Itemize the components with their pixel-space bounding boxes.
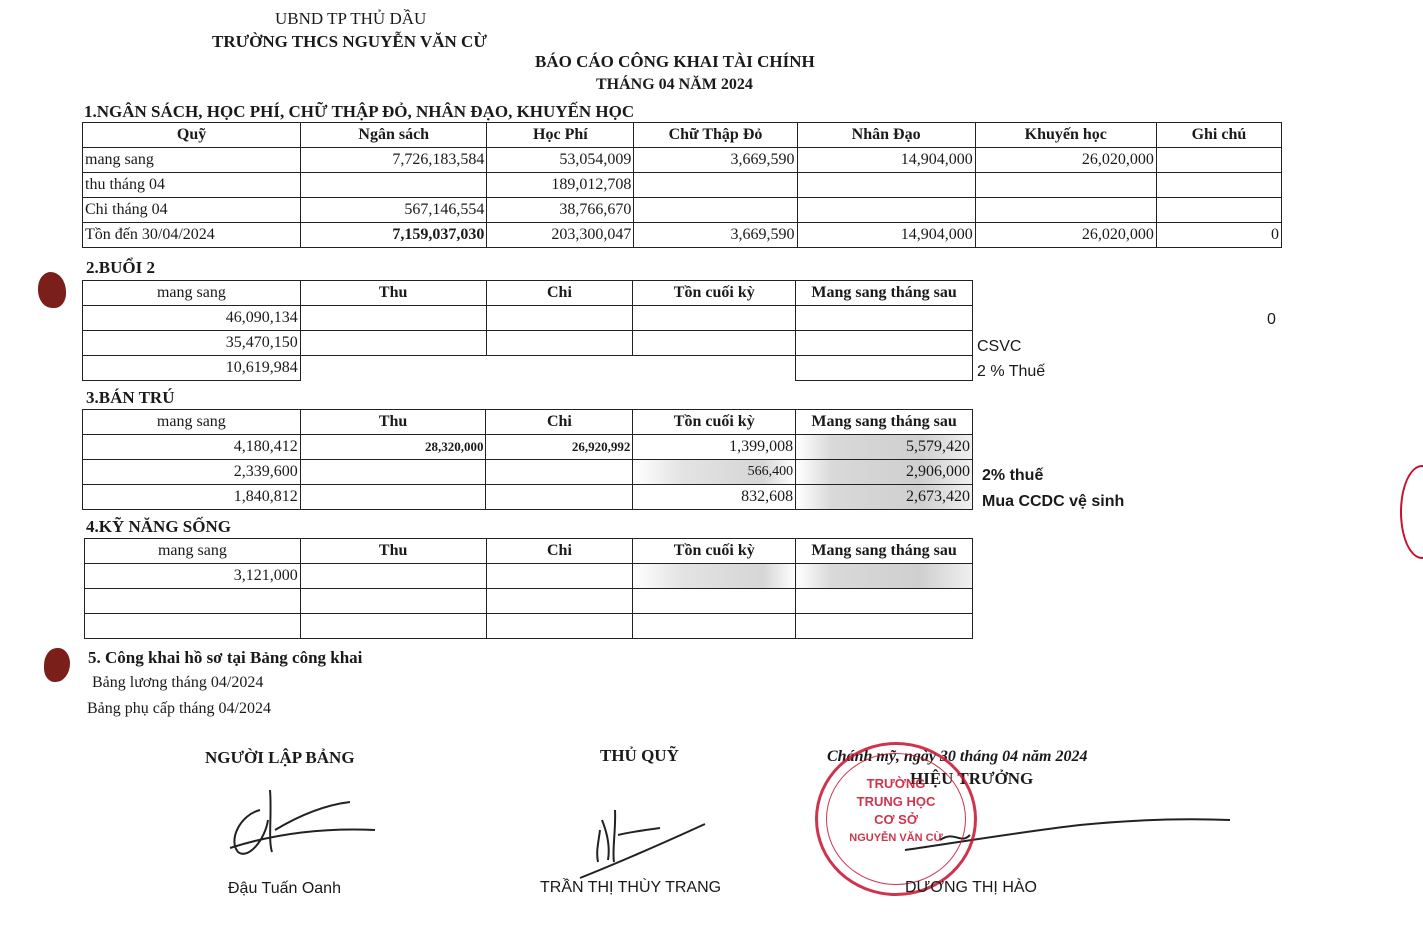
- treasurer-name: TRẦN THỊ THÙY TRANG: [540, 879, 722, 896]
- col-header: Tồn cuối kỳ: [633, 281, 796, 306]
- col-header: Nhân Đạo: [797, 123, 975, 148]
- section5-item: Bảng phụ cấp tháng 04/2024: [87, 700, 271, 717]
- cell-empty: [300, 356, 795, 381]
- principal-title: HIỆU TRƯỞNG: [910, 769, 1034, 788]
- cell: [796, 564, 973, 589]
- cell: 35,470,150: [83, 331, 301, 356]
- table-row: [85, 589, 973, 614]
- cell: 26,920,992: [486, 435, 633, 460]
- section2-note-csvc: CSVC: [977, 338, 1022, 355]
- table-row: [85, 564, 973, 589]
- edge-stamp-icon: [1400, 465, 1423, 559]
- col-header: Chi: [486, 410, 633, 435]
- table-row: [83, 198, 1282, 223]
- table-row: [83, 485, 973, 510]
- cell: [486, 564, 633, 589]
- cell: [486, 306, 633, 331]
- col-header: Tồn cuối kỳ: [633, 410, 796, 435]
- cell: 3,669,590: [634, 148, 797, 173]
- cell: 2,906,000: [796, 460, 973, 485]
- cell: 1,399,008: [633, 435, 796, 460]
- section2-note-tax: 2 % Thuế: [977, 363, 1046, 380]
- stamp-line: TRƯỜNG: [866, 776, 926, 791]
- col-header: Ngân sách: [301, 123, 487, 148]
- section5-item: Bảng lương tháng 04/2024: [92, 674, 264, 691]
- col-header: Thu: [300, 410, 486, 435]
- col-header: Quỹ: [83, 123, 301, 148]
- col-header: Học Phí: [487, 123, 634, 148]
- section1-title: 1.NGÂN SÁCH, HỌC PHÍ, CHỮ THẬP ĐỎ, NHÂN ĐẠO, KHUYẾN HỌC: [84, 102, 635, 121]
- table-row: [83, 148, 1282, 173]
- section2-far-right-value: 0: [1267, 311, 1276, 328]
- cell: [633, 306, 796, 331]
- cell: [300, 614, 486, 639]
- cell: 26,020,000: [975, 223, 1156, 248]
- section5-title: 5. Công khai hồ sơ tại Bảng công khai: [88, 648, 363, 667]
- cell: 1,840,812: [83, 485, 301, 510]
- section3-note-ccdc: Mua CCDC vệ sinh: [982, 493, 1125, 510]
- cell: 14,904,000: [797, 148, 975, 173]
- cell: [1156, 198, 1281, 223]
- stamp-line: CƠ SỞ: [874, 812, 918, 827]
- preparer-name: Đậu Tuấn Oanh: [228, 880, 341, 897]
- preparer-signature: [220, 770, 390, 860]
- col-header: Khuyến học: [975, 123, 1156, 148]
- cell: [796, 306, 973, 331]
- org-line-2: TRƯỜNG THCS NGUYỄN VĂN CỪ: [212, 32, 487, 51]
- cell: [486, 614, 633, 639]
- table-row: [83, 356, 973, 381]
- org-line-1: UBND TP THỦ DẦU: [275, 9, 427, 28]
- cell: 203,300,047: [487, 223, 634, 248]
- section2-header-row: [83, 281, 973, 306]
- cell: [797, 198, 975, 223]
- report-title: BÁO CÁO CÔNG KHAI TÀI CHÍNH: [535, 52, 815, 71]
- section1-header-row: [83, 123, 1282, 148]
- cell: 4,180,412: [83, 435, 301, 460]
- cell: 0: [1156, 223, 1281, 248]
- row-label: mang sang: [83, 148, 301, 173]
- table-row: [83, 331, 973, 356]
- cell: [797, 173, 975, 198]
- cell: 567,146,554: [301, 198, 487, 223]
- cell: 566,400: [633, 460, 796, 485]
- cell: 10,619,984: [83, 356, 301, 381]
- row-label: Tồn đến 30/04/2024: [83, 223, 301, 248]
- cell: 189,012,708: [487, 173, 634, 198]
- cell: [633, 564, 796, 589]
- cell: [300, 589, 486, 614]
- cell: 3,121,000: [85, 564, 301, 589]
- col-header: mang sang: [83, 281, 301, 306]
- row-label: thu tháng 04: [83, 173, 301, 198]
- col-header: Tồn cuối kỳ: [633, 539, 796, 564]
- treasurer-signature: [560, 790, 720, 880]
- cell: [300, 306, 486, 331]
- cell: [633, 589, 796, 614]
- section2-title: 2.BUỔI 2: [86, 258, 155, 277]
- section1-table: [82, 122, 1282, 248]
- cell: [486, 589, 633, 614]
- col-header: Thu: [300, 281, 486, 306]
- cell: [486, 331, 633, 356]
- treasurer-title: THỦ QUỸ: [600, 746, 679, 765]
- col-header: mang sang: [85, 539, 301, 564]
- cell: 38,766,670: [487, 198, 634, 223]
- section3-table: [82, 409, 973, 510]
- preparer-title: NGƯỜI LẬP BẢNG: [205, 748, 355, 767]
- cell: 832,608: [633, 485, 796, 510]
- cell: [633, 331, 796, 356]
- cell: 28,320,000: [300, 435, 486, 460]
- row-label: Chi tháng 04: [83, 198, 301, 223]
- section2-table: [82, 280, 973, 381]
- section4-header-row: [85, 539, 973, 564]
- col-header: Chữ Thập Đỏ: [634, 123, 797, 148]
- cell: [85, 589, 301, 614]
- cell: [633, 614, 796, 639]
- cell: 2,339,600: [83, 460, 301, 485]
- table-row: [83, 435, 973, 460]
- table-row: [83, 306, 973, 331]
- cell: [300, 460, 486, 485]
- report-period: THÁNG 04 NĂM 2024: [596, 76, 753, 93]
- cell: [634, 198, 797, 223]
- cell: 14,904,000: [797, 223, 975, 248]
- principal-name: DƯƠNG THỊ HÀO: [905, 879, 1037, 896]
- cell: [634, 173, 797, 198]
- col-header: Chi: [486, 539, 633, 564]
- col-header: mang sang: [83, 410, 301, 435]
- cell: 5,579,420: [796, 435, 973, 460]
- official-stamp: [815, 742, 977, 896]
- cell: [975, 198, 1156, 223]
- cell: [796, 356, 973, 381]
- col-header: Ghi chú: [1156, 123, 1281, 148]
- cell: [796, 331, 973, 356]
- section3-note-tax: 2% thuế: [982, 467, 1044, 484]
- table-row: [83, 173, 1282, 198]
- seal-fragment-icon: [44, 648, 70, 682]
- cell: 46,090,134: [83, 306, 301, 331]
- seal-fragment-icon: [38, 272, 66, 308]
- date-line: Chánh mỹ, ngày 30 tháng 04 năm 2024: [827, 748, 1088, 765]
- cell: 2,673,420: [796, 485, 973, 510]
- section4-title: 4.KỸ NĂNG SỐNG: [86, 517, 231, 536]
- col-header: Mang sang tháng sau: [796, 539, 973, 564]
- col-header: Thu: [300, 539, 486, 564]
- stamp-line: NGUYỄN VĂN CỪ: [849, 832, 943, 844]
- cell: [975, 173, 1156, 198]
- section4-table: [84, 538, 973, 639]
- cell: 53,054,009: [487, 148, 634, 173]
- section3-title: 3.BÁN TRÚ: [86, 388, 175, 407]
- table-row: [83, 460, 973, 485]
- cell: [796, 614, 973, 639]
- cell: [1156, 148, 1281, 173]
- cell: [301, 173, 487, 198]
- cell: [300, 485, 486, 510]
- cell: 3,669,590: [634, 223, 797, 248]
- cell: [1156, 173, 1281, 198]
- table-row: [85, 614, 973, 639]
- cell: 7,726,183,584: [301, 148, 487, 173]
- cell: 7,159,037,030: [301, 223, 487, 248]
- cell: 26,020,000: [975, 148, 1156, 173]
- cell: [486, 460, 633, 485]
- stamp-line: TRUNG HỌC: [856, 794, 936, 809]
- cell: [796, 589, 973, 614]
- col-header: Chi: [486, 281, 633, 306]
- cell: [300, 331, 486, 356]
- table-row-total: [83, 223, 1282, 248]
- col-header: Mang sang tháng sau: [796, 410, 973, 435]
- cell: [486, 485, 633, 510]
- cell: [85, 614, 301, 639]
- col-header: Mang sang tháng sau: [796, 281, 973, 306]
- section3-header-row: [83, 410, 973, 435]
- cell: [300, 564, 486, 589]
